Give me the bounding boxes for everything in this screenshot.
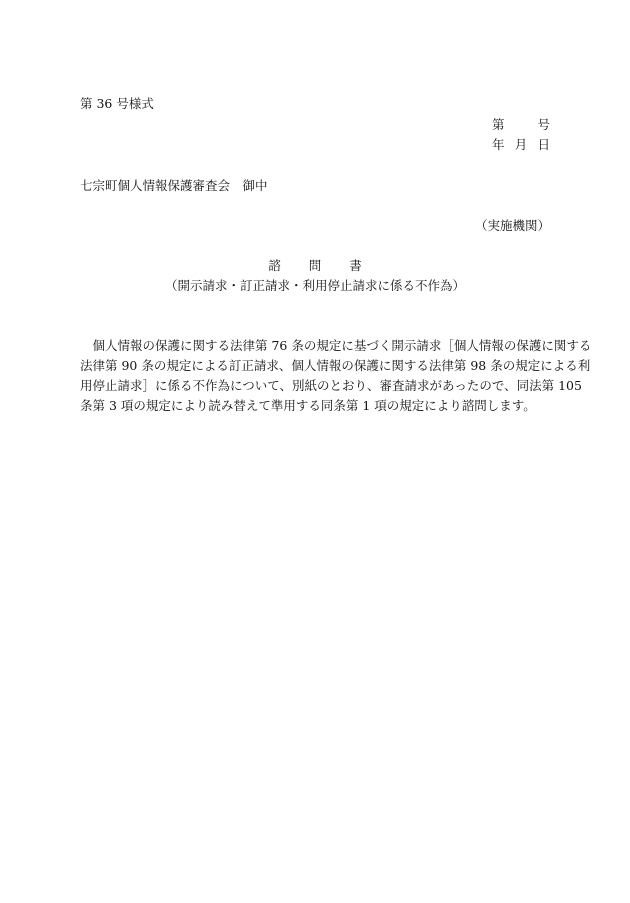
title-char: 問 <box>308 258 322 273</box>
addressee: 七宗町個人情報保護審査会 御中 <box>80 178 268 193</box>
document-number <box>492 117 550 133</box>
title-char: 諮 <box>268 258 281 273</box>
date-month: 月 <box>514 137 528 152</box>
body-line: 用停止請求］に係る不作為について、別紙のとおり、審査請求があったので、同法第 105 <box>80 378 582 393</box>
document-number-prefix: 第 <box>492 117 505 132</box>
body-line: 法律第 90 条の規定による訂正請求、個人情報の保護に関する法律第 98 条の規定による利 <box>80 358 591 373</box>
sender-agency: （実施機関） <box>474 218 550 233</box>
document-date <box>492 137 550 153</box>
date-year: 年 <box>492 137 505 152</box>
document-subtitle: （開示請求・訂正請求・利用停止請求に係る不作為） <box>164 278 465 293</box>
title-char: 書 <box>349 258 362 273</box>
body-paragraph <box>80 336 592 416</box>
document-title <box>0 258 630 274</box>
body-line: 個人情報の保護に関する法律第 76 条の規定に基づく開示請求［個人情報の保護に関する <box>80 338 592 353</box>
body-line: 条第 3 項の規定により読み替えて準用する同条第 1 項の規定により諮問します。 <box>80 398 536 413</box>
document-number-suffix: 号 <box>537 117 550 132</box>
form-number: 第 36 号様式 <box>80 96 154 111</box>
date-day: 日 <box>537 137 550 152</box>
